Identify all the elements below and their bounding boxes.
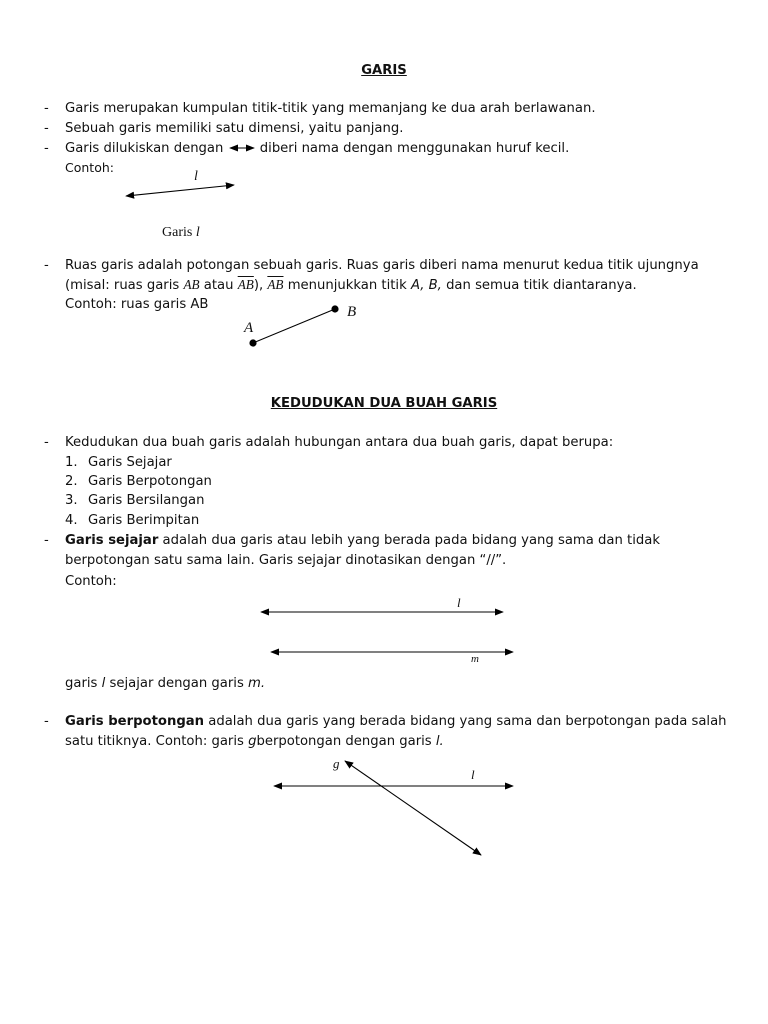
- notation-post: diberi nama dengan menggunakan huruf kecil.: [259, 141, 570, 156]
- term-garis-berpotongan: Garis berpotongan: [65, 714, 205, 729]
- sejajar-notation: berpotongan satu sama lain. Garis sejajar dinotasikan dengan “//”.: [65, 553, 507, 568]
- line-l-intersect-label: l: [471, 767, 475, 782]
- line-g-label: g: [333, 756, 340, 771]
- text: adalah dua garis atau lebih yang berada pada bidang yang sama dan tidak: [162, 533, 660, 548]
- ruas-contoh: Contoh: ruas garis AB: [65, 297, 209, 312]
- ruas-definition: Ruas garis adalah potongan sebuah garis. Ruas garis diberi nama menurut kedua titik ujungnya: [65, 258, 699, 273]
- point-b-label: B: [347, 304, 357, 320]
- line-l-label: l: [194, 169, 198, 184]
- text: satu titiknya. Contoh: garis: [65, 734, 244, 749]
- segment-ab-overline: $\overline{AB}$: [267, 277, 284, 292]
- list-item-num: 3.: [65, 493, 78, 508]
- text: berpotongan dengan garis: [256, 734, 432, 749]
- garis-definition: Garis merupakan kumpulan titik-titik yang memanjang ke dua arah berlawanan.: [65, 101, 596, 116]
- segment-ab: AB: [183, 277, 200, 292]
- point-a-ref: A,: [410, 278, 425, 293]
- list-item: Garis Berpotongan: [88, 474, 212, 489]
- caption-prefix: Garis: [162, 225, 193, 240]
- text: menunjukkan titik: [287, 278, 407, 293]
- line-g-intersect: [345, 761, 481, 855]
- contoh-label: Contoh:: [65, 160, 114, 175]
- notation-pre: Garis dilukiskan dengan: [65, 141, 224, 156]
- text: garis: [65, 676, 98, 691]
- segment-ab-overline: $\overline{AB}$: [237, 277, 254, 292]
- text: ),: [253, 278, 264, 293]
- bullet: -: [44, 435, 49, 450]
- bullet: -: [44, 714, 49, 729]
- var-g: g: [248, 734, 257, 749]
- bullet: -: [44, 533, 49, 548]
- text: sejajar dengan garis: [109, 676, 244, 691]
- kedudukan-intro: Kedudukan dua buah garis adalah hubungan antara dua buah garis, dapat berupa:: [65, 435, 614, 450]
- list-item: Garis Sejajar: [88, 455, 172, 470]
- bullet: -: [44, 121, 49, 136]
- point-b-ref: B,: [428, 278, 442, 293]
- text: adalah dua garis yang berada bidang yang sama dan berpotongan pada salah: [208, 714, 727, 729]
- var-l: l.: [435, 734, 444, 749]
- text: (misal: ruas garis: [65, 278, 180, 293]
- text: dan semua titik diantaranya.: [446, 278, 637, 293]
- caption-var: l: [195, 225, 200, 240]
- title-kedudukan: KEDUDUKAN DUA BUAH GARIS: [270, 396, 498, 411]
- var-m: m.: [248, 676, 266, 691]
- sejajar-contoh: Contoh:: [65, 574, 117, 589]
- title-garis: GARIS: [361, 63, 407, 78]
- var-l: l: [101, 676, 106, 691]
- point-a-label: A: [244, 320, 254, 336]
- list-item-num: 4.: [65, 513, 78, 528]
- text: atau: [203, 278, 234, 293]
- list-item: Garis Bersilangan: [88, 493, 205, 508]
- garis-dimension: Sebuah garis memiliki satu dimensi, yaitu panjang.: [65, 121, 404, 136]
- line-l-parallel-label: l: [457, 595, 461, 610]
- list-item: Garis Berimpitan: [88, 513, 200, 528]
- list-item-num: 2.: [65, 474, 78, 489]
- list-item-num: 1.: [65, 455, 78, 470]
- bullet: -: [44, 101, 49, 116]
- line-m-parallel-label: m: [471, 653, 479, 665]
- term-garis-sejajar: Garis sejajar: [65, 533, 159, 548]
- bullet: -: [44, 141, 49, 156]
- bullet: -: [44, 258, 49, 273]
